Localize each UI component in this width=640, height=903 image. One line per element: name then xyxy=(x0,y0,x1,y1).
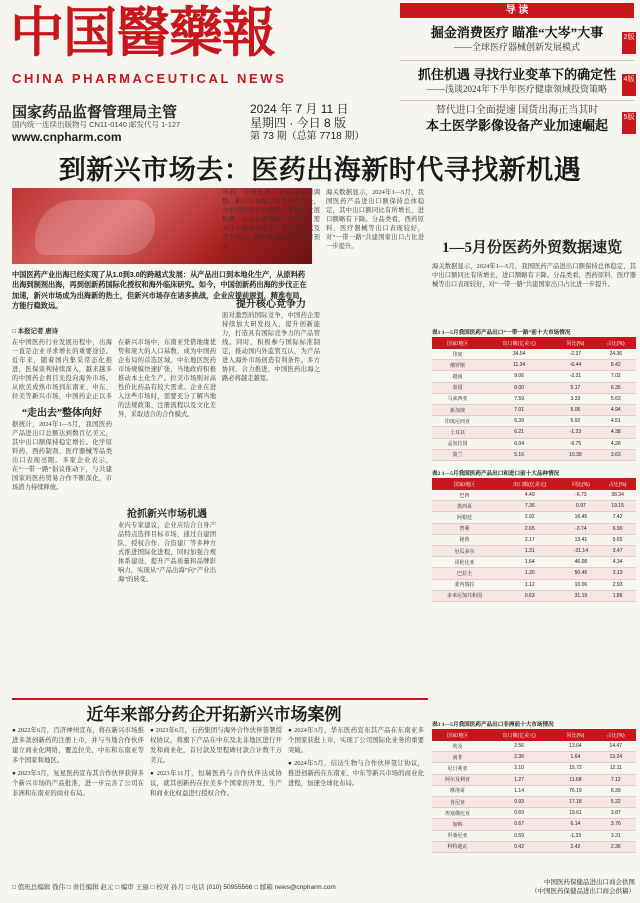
table-header-cell: 国家/地区 xyxy=(432,478,497,490)
table-row xyxy=(432,796,636,807)
table-row xyxy=(432,841,636,852)
table-cell: -1.23 xyxy=(555,427,595,438)
table-cell: 印度尼西亚 xyxy=(432,416,483,427)
table-cell: 5.22 xyxy=(596,796,636,807)
table-cell: 6.35 xyxy=(596,382,636,393)
table-cell: 9.06 xyxy=(483,371,555,382)
table-cell: 阿尔及利亚 xyxy=(432,774,483,785)
main-headline: 到新兴市场去：医药出海新时代寻找新机遇 xyxy=(58,155,582,185)
stats-title: 1—5月份医药外贸数据速览 xyxy=(441,240,622,256)
issue-date: 2024 年 7 月 11 日 xyxy=(250,102,349,116)
footer-credits: □ 值班总编辑 钱伟 □ 责任编辑 赵元 □ 编审 王丽 □ 校对 孙月 □ 电话 (010) 50955566 □ 邮箱 news@cnpharm.com xyxy=(12,884,336,891)
table-cell: 0.59 xyxy=(483,830,555,841)
table-cell: 智利 xyxy=(432,523,497,534)
table-cell: 1.31 xyxy=(497,545,563,556)
table-caption: 表2 1—5月我国医药产品出口和进口前十大品种情况 xyxy=(432,471,560,477)
table-row xyxy=(432,808,636,819)
table-cell: 2.10 xyxy=(483,763,555,774)
table-cell: 2.36 xyxy=(483,752,555,763)
guide-item-subtitle: ——浅谈2024年下半年医疗健康领域投资策略 xyxy=(426,84,607,94)
guide-item[interactable] xyxy=(400,66,634,96)
table-cell: 7.02 xyxy=(596,371,636,382)
masthead-title: 中国醫藥報 xyxy=(10,2,275,62)
table-cell: 1.64 xyxy=(497,557,563,568)
table-cell: 3.13 xyxy=(599,568,636,579)
table-cell: 2.42 xyxy=(555,841,595,852)
guide-heading: 导 读 xyxy=(400,3,634,18)
table-cell: 坦桑尼亚 xyxy=(432,830,483,841)
table-cell: 5.16 xyxy=(483,449,555,460)
date-box xyxy=(250,102,380,144)
table-cell: 墨西哥 xyxy=(432,501,497,512)
table-row xyxy=(432,830,636,841)
table-cell: 7.42 xyxy=(599,512,636,523)
table-cell: 15.72 xyxy=(555,763,595,774)
guide-item[interactable] xyxy=(400,24,634,54)
guide-item-title: 掘金消费医疗 瞄准“大岑”大事 xyxy=(430,25,604,40)
table-row xyxy=(432,819,636,830)
table-row xyxy=(432,523,636,534)
table-row xyxy=(432,774,636,785)
table-cell: -6.44 xyxy=(555,360,595,371)
table-row xyxy=(432,438,636,449)
table-cell: 5.17 xyxy=(555,382,595,393)
table-cell: 16.45 xyxy=(563,512,600,523)
table-row xyxy=(432,360,636,371)
table-cell: 4.51 xyxy=(596,416,636,427)
table-cell: 19.61 xyxy=(555,808,595,819)
table-cell: 5.92 xyxy=(555,416,595,427)
table-header-cell: 出口额(亿美元) xyxy=(483,337,555,349)
table-cell: 埃及 xyxy=(432,741,483,752)
table-cell: 7.01 xyxy=(483,404,555,415)
table-cell: 巴西 xyxy=(432,490,497,501)
table-cell: 76.19 xyxy=(555,785,595,796)
publisher-label: 国家药品监督管理局主管 xyxy=(12,104,178,121)
table-cell: -6.73 xyxy=(563,490,600,501)
table-cell: 19.15 xyxy=(599,501,636,512)
table-row xyxy=(432,741,636,752)
table-cell: 新加坡 xyxy=(432,404,483,415)
table-cell: 越南 xyxy=(432,371,483,382)
table-cell: 科特迪瓦 xyxy=(432,841,483,852)
divider xyxy=(400,100,634,101)
table-row xyxy=(432,449,636,460)
guide-page-tag: 2版 xyxy=(622,32,636,54)
table-cell: 加纳 xyxy=(432,819,483,830)
table-cell: 0.97 xyxy=(563,501,600,512)
table-cell: 13.24 xyxy=(596,752,636,763)
table-cell: 4.49 xyxy=(497,490,563,501)
table-row xyxy=(432,501,636,512)
table-row xyxy=(432,568,636,579)
guide-page-tag: 5版 xyxy=(622,112,636,134)
article-column-3: 当前，全球医药产业格局深刻调整，新兴市场医疗需求快速增长，为中国医药企业提供了难得的发展机遇。企业在拓展新兴市场时，需关注当地政策变化、支付能力以及竞争格局，做好风险评估与应对预案。 xyxy=(222,189,320,250)
table-row xyxy=(432,579,636,590)
publication-info: 国内统一连续出版物号 CN11-0140 邮发代号 1-127 xyxy=(12,120,181,129)
footer-source xyxy=(460,878,635,896)
table-header-cell: 出口额(亿美元) xyxy=(483,729,555,741)
table-cell: 3.47 xyxy=(599,545,636,556)
stats-table-2 xyxy=(432,478,636,602)
table-cell: 6.39 xyxy=(483,416,555,427)
table-cell: 7.36 xyxy=(497,501,563,512)
table-cell: 0.63 xyxy=(497,590,563,601)
table-cell: 12.11 xyxy=(596,763,636,774)
article-subhead: “走出去”整体向好 xyxy=(22,408,102,419)
stats-intro: 海关数据显示，2024年1—5月，我国医药产品进出口额保持总体稳定，其中出口额同比有所增长，进口额略有下降。分品类看，西药原料、医疗器械等出口表现较好，对“一带一路”共建国家出口占比进一步提升。 xyxy=(432,263,636,288)
article-map-highlight xyxy=(35,200,155,255)
table-cell: 3.76 xyxy=(596,819,636,830)
table-cell: 13.41 xyxy=(563,534,600,545)
section-title: 近年来部分药企开拓新兴市场案例 xyxy=(86,705,342,724)
table-row xyxy=(432,763,636,774)
table-cell: 6.14 xyxy=(555,819,595,830)
guide-page-tag: 4版 xyxy=(622,74,636,96)
table-cell: -31.14 xyxy=(563,545,600,556)
case-item: ● 2024年3月，华东医药宣布其产品在东南亚多个国家获批上市，实现了公司国际化业务的重要突破。 xyxy=(288,727,424,754)
table-cell: 2.92 xyxy=(497,512,563,523)
table-cell: 哥伦比亚 xyxy=(432,557,497,568)
byline: □ 本报记者 唐诗 xyxy=(12,328,59,335)
table-cell: 3.31 xyxy=(596,830,636,841)
table-cell: 波兰 xyxy=(432,449,483,460)
table-cell: 13.64 xyxy=(555,741,595,752)
table-row xyxy=(432,752,636,763)
issue-weekday: 星期四 · 今日 8 版 xyxy=(250,116,347,130)
table-row xyxy=(432,427,636,438)
table-cell: 肯尼亚 xyxy=(432,796,483,807)
stats-table-1 xyxy=(432,337,636,461)
table-cell: 5.06 xyxy=(555,404,595,415)
table-header-cell: 同比(%) xyxy=(555,729,595,741)
table-row xyxy=(432,416,636,427)
table-row xyxy=(432,490,636,501)
table-cell: 4.38 xyxy=(596,427,636,438)
guide-item-subtitle: 本土医学影像设备产业加速崛起 xyxy=(425,118,608,133)
article-column-2: 在新兴市场中，东南亚凭借地缘优势和庞大的人口基数，成为中国药企布局的首选区域。中东地区医药市场规模快速扩张，当地政府积极推动本土化生产。拉美市场则对高性价比药品有较大需求。企业在进入这些市场时，需要充分了解当地的法规政策、注册流程以及文化差异，采取适合的合作模式。 xyxy=(118,339,216,418)
masthead-english: CHINA PHARMACEUTICAL NEWS xyxy=(12,71,287,86)
table-cell: 2.93 xyxy=(599,579,636,590)
table-cell: 2.17 xyxy=(497,534,563,545)
table-cell: -1.33 xyxy=(555,830,595,841)
table-cell: 巴拉圭 xyxy=(432,568,497,579)
table-cell: 尼日利亚 xyxy=(432,763,483,774)
table-cell: 34.54 xyxy=(483,349,555,360)
case-item: ● 2023年6月，石药集团与海外合作伙伴签署授权协议，将旗下产品在中东及北非地区进行开发和商业化，首付款及里程碑付款合计数千万美元。 xyxy=(150,727,282,764)
table-cell: 4.34 xyxy=(599,557,636,568)
table-row xyxy=(432,545,636,556)
table-cell: 2.36 xyxy=(596,841,636,852)
table-cell: -9.75 xyxy=(555,438,595,449)
table-cell: 南非 xyxy=(432,752,483,763)
table-cell: 24.36 xyxy=(596,349,636,360)
case-item: ● 2023年11月，恒瑞医药与合作伙伴达成协议，就其创新药在拉美多个国家的开发、生产和商业化权益进行授权合作。 xyxy=(150,770,282,797)
table-cell: 委内瑞拉 xyxy=(432,579,497,590)
table-cell: 31.19 xyxy=(563,590,600,601)
table-cell: 1.12 xyxy=(497,579,563,590)
article-subhead: 抢抓新兴市场机遇 xyxy=(127,509,207,520)
table-row xyxy=(432,512,636,523)
case-column-2 xyxy=(150,726,282,802)
table-cell: 5.65 xyxy=(599,534,636,545)
table-cell: 0.42 xyxy=(483,841,555,852)
guide-item-title: 抓住机遇 寻找行业变革下的确定性 xyxy=(417,67,617,82)
table-cell: 50.46 xyxy=(563,568,600,579)
table-cell: 4.94 xyxy=(596,404,636,415)
table-cell: -2.37 xyxy=(555,349,595,360)
article-column-2b: 业内专家建议，企业应结合自身产品特点选择目标市场，通过自建团队、授权合作、合资建厂等多种方式推进国际化进程，同时加强合规体系建设，提升产品质量和品牌影响力，实现从“产品出海”向“产业出海”的转变。 xyxy=(118,522,216,583)
issue-number: 第 73 期（总第 7718 期） xyxy=(250,131,365,142)
footer-source-line: 中国医药保健品进出口商会供图 xyxy=(544,879,635,886)
table-cell: 0.93 xyxy=(483,796,555,807)
table-cell: 7.59 xyxy=(483,393,555,404)
article-subhead: 提升核心竞争力 xyxy=(236,299,306,310)
table-cell: 3.33 xyxy=(555,393,595,404)
table-cell: 0.69 xyxy=(483,808,555,819)
table-row xyxy=(432,393,636,404)
table-caption: 表1 1—5月我国医药产品出口“一带一路”前十大市场情况 xyxy=(432,330,571,336)
table-cell: 4.26 xyxy=(596,438,636,449)
stats-table-3 xyxy=(432,729,636,853)
table-cell: 11.68 xyxy=(555,774,595,785)
case-item: ● 2024年5月，信达生物与合作伙伴签订协议，推进创新药在东南亚、中东等新兴市场的商业化进程，加速全球化布局。 xyxy=(288,760,424,787)
case-item: ● 2022年6月，百济神州宣布，将在新兴市场推进多款创新药的注册上市，并与当地合作伙伴建立商业化网络，覆盖拉美、中东和东南亚等多个国家和地区。 xyxy=(12,727,144,764)
table-header-cell: 同比(%) xyxy=(555,337,595,349)
table-cell: 10.39 xyxy=(555,449,595,460)
guide-item-subtitle: ——全球医疗器械创新发展模式 xyxy=(453,42,580,52)
table-row xyxy=(432,557,636,568)
table-row xyxy=(432,534,636,545)
table-cell: 7.12 xyxy=(596,774,636,785)
table-cell: 2.65 xyxy=(497,523,563,534)
table-cell: 6.04 xyxy=(483,438,555,449)
table-cell: 2.56 xyxy=(483,741,555,752)
table-cell: 土耳其 xyxy=(432,427,483,438)
table-header-cell: 出口额(亿美元) xyxy=(497,478,563,490)
table-header-cell: 占比(%) xyxy=(596,729,636,741)
table-cell: 阿根廷 xyxy=(432,512,497,523)
footer-source-line: （中国医药保健品进出口商会供稿） xyxy=(531,888,635,895)
case-column-1 xyxy=(12,726,144,802)
table-header-cell: 占比(%) xyxy=(599,478,636,490)
table-cell: 摩洛哥 xyxy=(432,785,483,796)
table-cell: 1.27 xyxy=(483,774,555,785)
table-cell: 6.39 xyxy=(596,785,636,796)
table-cell: 1.30 xyxy=(497,568,563,579)
table-row xyxy=(432,785,636,796)
table-row xyxy=(432,404,636,415)
table-cell: 孟加拉国 xyxy=(432,438,483,449)
table-cell: -3.74 xyxy=(563,523,600,534)
table-cell: 46.08 xyxy=(563,557,600,568)
table-cell: 6.90 xyxy=(599,523,636,534)
table-cell: 6.21 xyxy=(483,427,555,438)
guide-item[interactable] xyxy=(400,104,634,134)
article-lead: 中国医药产业出海已经实现了从1.0到3.0的跨越式发展：从产品出口到本地化生产，从原料药出海到制剂出海，再到创新药国际化授权和海外临床研究。如今，中国创新药出海的步伐正在加速，新兴市场成为出海新的热土，但新兴市场存在诸多挑战，企业应提前规划，精准布局，方能行稳致远。 xyxy=(12,270,307,311)
table-cell: 俄罗斯 xyxy=(432,360,483,371)
table-header-cell: 国家/地区 xyxy=(432,729,483,741)
table-row xyxy=(432,382,636,393)
table-cell: 0.67 xyxy=(483,819,555,830)
article-column-4: 海关数据显示，2024年1—5月，我国医药产品进出口额保持总体稳定，其中出口额同比有所增长，进口额略有下降。分品类看，西药原料、医疗器械等出口表现较好，对“一带一路”共建国家出口占比进一步提升。 xyxy=(326,189,424,250)
table-caption: 表3 1—5月我国医药产品出口非洲前十大市场情况 xyxy=(432,722,554,728)
table-row xyxy=(432,590,636,601)
table-cell: 多米尼加共和国 xyxy=(432,590,497,601)
table-cell: 3.63 xyxy=(596,449,636,460)
table-row xyxy=(432,349,636,360)
website-link[interactable]: www.cnpharm.com xyxy=(12,130,122,144)
case-column-3 xyxy=(288,726,424,792)
table-cell: 5.63 xyxy=(596,393,636,404)
table-cell: 泰国 xyxy=(432,382,483,393)
guide-item-title: 替代进口全面提速 国货出海正当其时 xyxy=(435,105,599,116)
case-item: ● 2023年3月，复星医药宣布其合作伙伴获得多个新兴市场的产品批准，进一步完善了公司在非洲和东南亚的商业布局。 xyxy=(12,770,144,797)
table-header-cell: 占比(%) xyxy=(596,337,636,349)
table-header-cell: 国家/地区 xyxy=(432,337,483,349)
article-column-1: 在中国医药行业发展历程中，出海一直是企业寻求增长的重要途径。近年来，随着国内集采常态化推进，医保谈判持续深入，越来越多的中国药企将目光投向海外市场。从欧美成熟市场到东南亚、中东、拉美等新兴市场，中国药企正以多 xyxy=(12,339,112,400)
table-cell: 印度 xyxy=(432,349,483,360)
article-column-1b: 据统计，2024年1—5月，我国医药产品进出口总额达到数百亿美元，其中出口额保持稳定增长。化学原料药、西药制剂、医疗器械等品类出口表现亮眼。多家企业表示，在“一带一路”倡议推动下，与共建国家的医药贸易合作不断深化，市场潜力持续释放。 xyxy=(12,421,112,491)
table-cell: 秘鲁 xyxy=(432,534,497,545)
divider xyxy=(400,60,634,61)
table-cell: 14.47 xyxy=(596,741,636,752)
table-cell: 11.34 xyxy=(483,360,555,371)
table-cell: 1.64 xyxy=(555,752,595,763)
table-cell: 1.86 xyxy=(599,590,636,601)
table-cell: 8.42 xyxy=(596,360,636,371)
table-row xyxy=(432,371,636,382)
table-cell: 1.14 xyxy=(483,785,555,796)
table-cell: -2.31 xyxy=(555,371,595,382)
table-cell: 厄瓜多尔 xyxy=(432,545,497,556)
table-cell: 埃塞俄比亚 xyxy=(432,808,483,819)
table-cell: 马来西亚 xyxy=(432,393,483,404)
article-column-3b: 面对激烈的国际竞争，中国药企需持续加大研发投入，提升创新能力，打造具有国际竞争力的产品管线。同时，积极参与国际标准制定，推动国内外监管互认，为产品进入海外市场创造有利条件。多方协同、合力推进，中国医药出海之路必将越走越宽。 xyxy=(222,312,320,382)
table-cell: 17.18 xyxy=(555,796,595,807)
table-cell: 8.00 xyxy=(483,382,555,393)
table-header-cell: 同比(%) xyxy=(563,478,600,490)
table-cell: 10.06 xyxy=(563,579,600,590)
table-cell: 3.87 xyxy=(596,808,636,819)
table-cell: 38.34 xyxy=(599,490,636,501)
